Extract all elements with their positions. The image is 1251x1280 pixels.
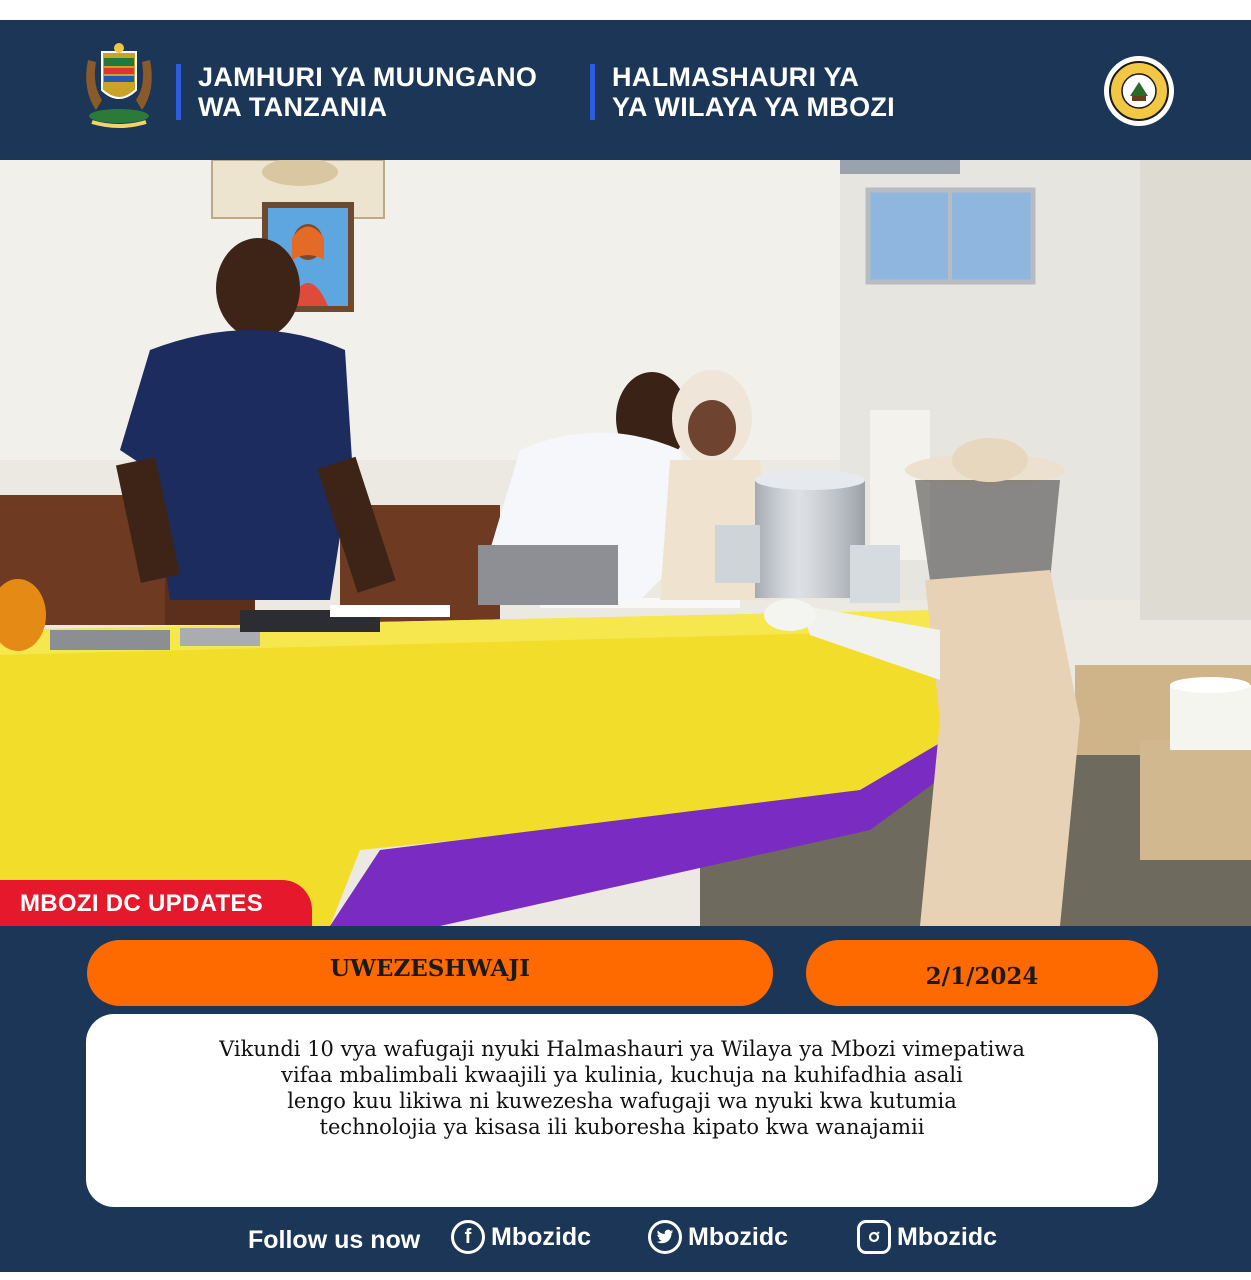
instagram-link[interactable]: [857, 1220, 997, 1254]
header-divider: [176, 64, 181, 120]
header-divider: [590, 64, 595, 120]
country-title: [198, 62, 537, 122]
caption-text: [86, 1036, 1158, 1140]
header-bar: [0, 20, 1251, 160]
facebook-link[interactable]: [451, 1220, 591, 1254]
category-label: UWEZESHWAJI: [330, 954, 530, 982]
caption-box: [86, 1014, 1158, 1207]
instagram-handle: Mbozidc: [897, 1222, 997, 1251]
coat-of-arms-icon: [80, 40, 158, 130]
follow-label: Follow us now: [248, 1226, 421, 1254]
date-pill: [806, 940, 1158, 1006]
photo-illustration: [0, 160, 1251, 926]
caption-line: technolojia ya kisasa ili kuboresha kipato kwa wanajamii: [319, 1115, 925, 1139]
caption-line: Vikundi 10 vya wafugaji nyuki Halmashauri ya Wilaya ya Mbozi vimepatiwa: [219, 1037, 1025, 1061]
twitter-icon: [648, 1220, 682, 1254]
updates-badge: [0, 880, 312, 926]
updates-badge-label: MBOZI DC UPDATES: [20, 890, 264, 917]
date-label: 2/1/2024: [925, 962, 1039, 990]
council-seal-icon: [1102, 54, 1176, 128]
poster: [0, 20, 1251, 1272]
category-pill: [87, 940, 773, 1006]
twitter-link[interactable]: [648, 1220, 788, 1254]
social-footer: [0, 1220, 1251, 1260]
event-photo: [0, 160, 1251, 926]
council-title: [612, 62, 895, 122]
facebook-icon: f: [451, 1220, 485, 1254]
country-title-line1: JAMHURI YA MUUNGANO: [198, 62, 538, 92]
caption-line: vifaa mbalimbali kwaajili ya kulinia, kuchuja na kuhifadhia asali: [281, 1063, 963, 1087]
council-title-line2: YA WILAYA YA MBOZI: [612, 92, 895, 122]
facebook-handle: Mbozidc: [491, 1222, 591, 1251]
council-title-line1: HALMASHAURI YA: [612, 62, 860, 92]
twitter-handle: Mbozidc: [688, 1222, 788, 1251]
instagram-icon: [857, 1220, 891, 1254]
country-title-line2: WA TANZANIA: [198, 92, 388, 122]
caption-line: lengo kuu likiwa ni kuwezesha wafugaji wa nyuki kwa kutumia: [287, 1089, 957, 1113]
